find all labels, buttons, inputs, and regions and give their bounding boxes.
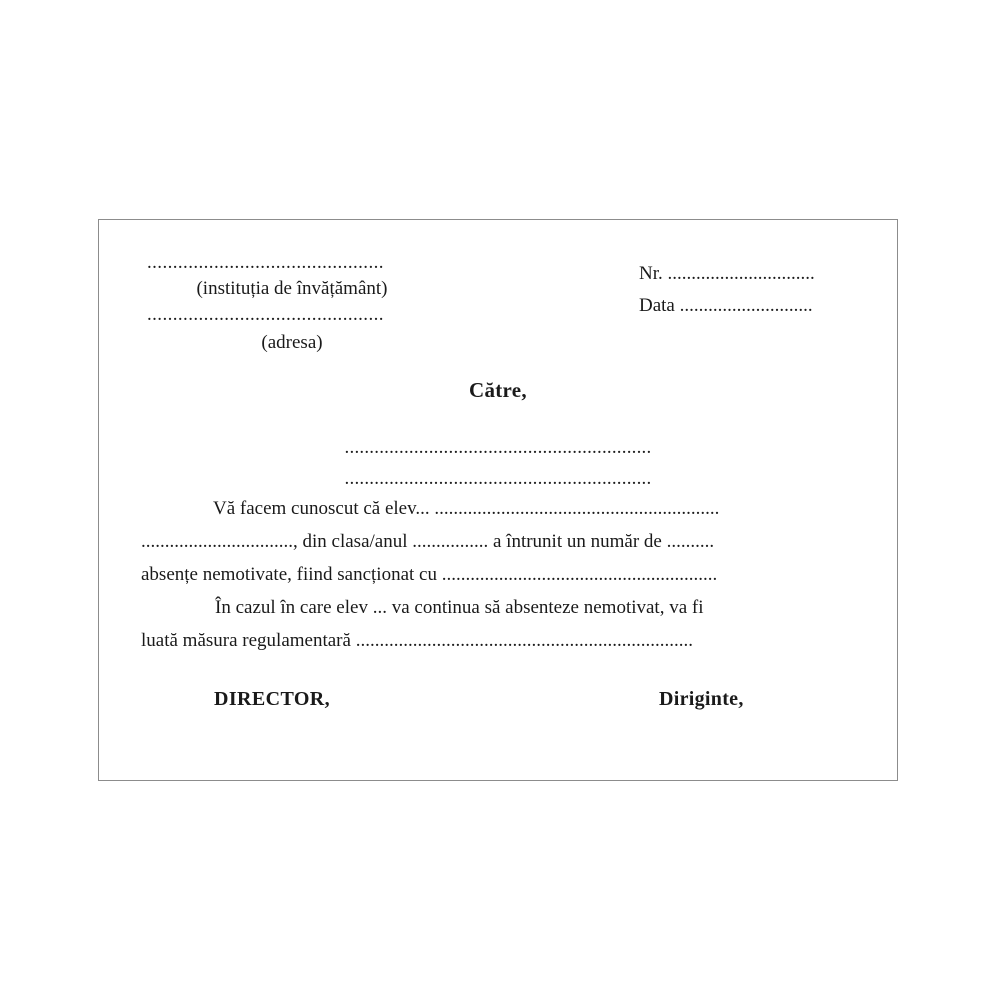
document-title: Către, (469, 378, 527, 402)
signature-row (99, 688, 897, 728)
address-dotted-line: .............................................. (147, 304, 384, 325)
body-line-4: În cazul în care elev ... va continua să absenteze nemotivat, va fi (215, 597, 704, 618)
institution-caption: (instituția de învățământ) (196, 278, 388, 299)
addressee-block (99, 432, 897, 494)
addressee-line-1: .............................................................. (344, 437, 652, 458)
body-line-3: absențe nemotivate, fiind sancționat cu .......................................................... (141, 564, 718, 585)
body-line-5: luată măsura regulamentară ....................................................................... (141, 630, 693, 651)
document-header (99, 250, 897, 360)
header-left-block (147, 250, 477, 356)
document-number-field: Nr. ............................... (639, 263, 815, 284)
document-date-field: Data ............................ (639, 295, 813, 316)
address-caption: (adresa) (261, 332, 323, 353)
signature-director: DIRECTOR, (214, 688, 331, 710)
signature-diriginte: Diriginte, (659, 688, 744, 710)
body-line-1: Vă facem cunoscut că elev... ............................................................ (213, 498, 720, 519)
institution-dotted-line: .............................................. (147, 252, 384, 273)
header-right-block (639, 258, 879, 322)
body-line-2: ................................, din clasa/anul ................ a întrunit un număr de .......... (141, 531, 715, 552)
document-frame (98, 219, 898, 781)
document-text-block (141, 492, 857, 657)
addressee-line-2: .............................................................. (344, 468, 652, 489)
document-body (99, 220, 897, 780)
